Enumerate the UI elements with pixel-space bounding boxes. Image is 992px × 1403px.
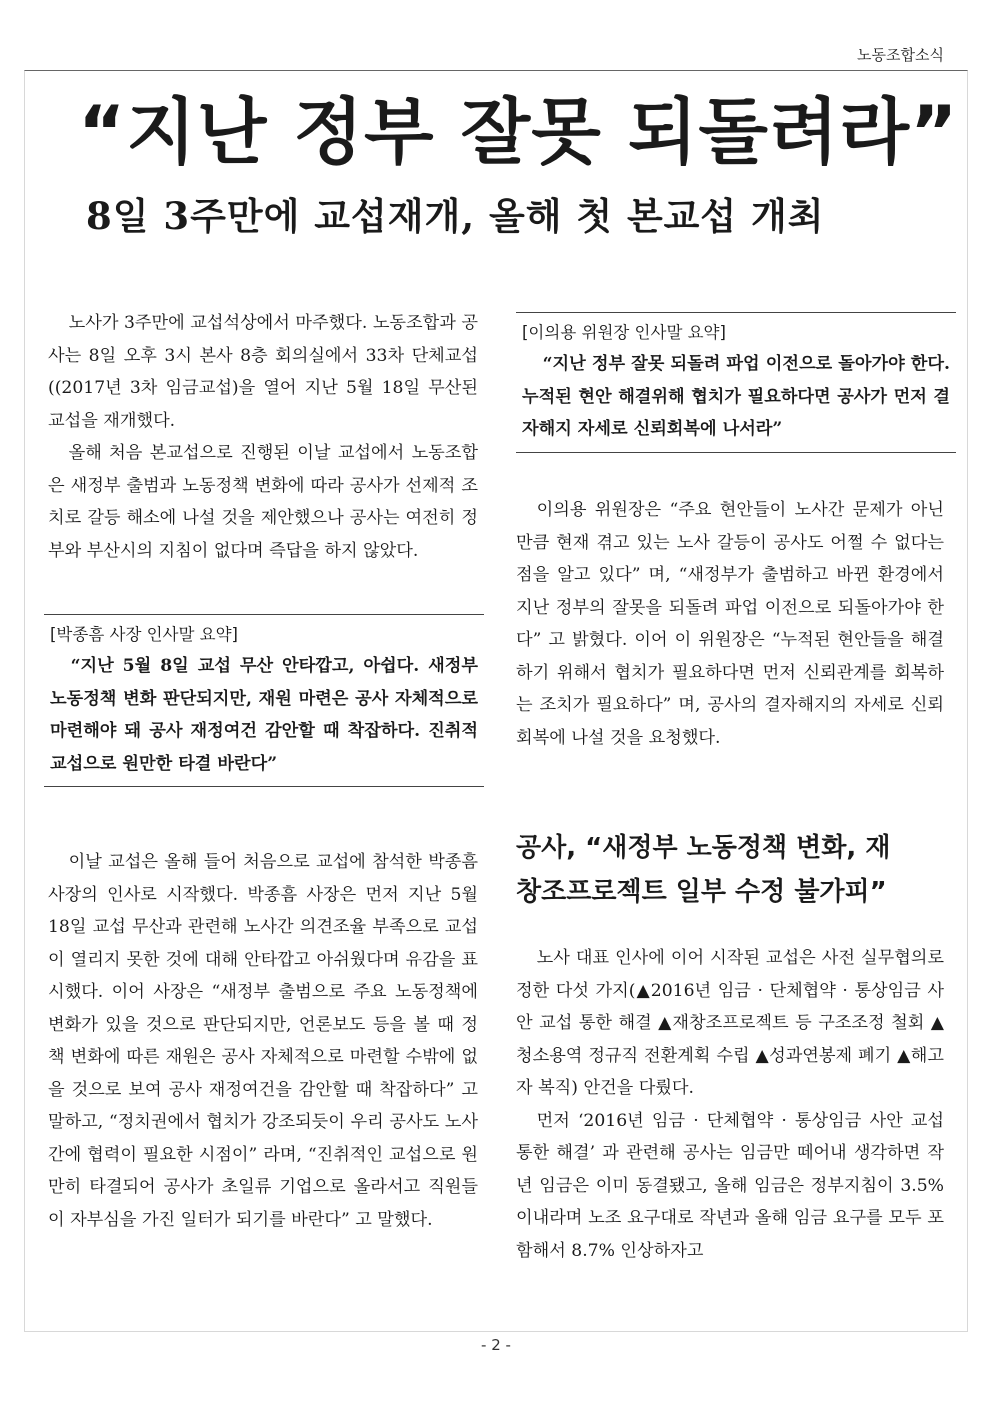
intro-paragraph-1: 노사가 3주만에 교섭석상에서 마주했다. 노동조합과 공사는 8일 오후 3시 본사 8층 회의실에서 33차 단체교섭((2017년 3차 임금교섭)을 열어 지난 5월 18일 무산된 교섭을 재개했다. (48, 313, 478, 431)
president-quote-box (44, 614, 484, 787)
body-paragraph: 먼저 ‘2016년 임금 · 단체협약 · 통상임금 사안 교섭 통한 해결’ 과 관련해 공사는 임금만 떼어내 생각하면 작년 임금은 이미 동결됐고, 올해 임금은 정부지침이 3.5% 이내라며 노조 요구대로 작년과 올해 임금 요구를 모두 포함해서 8.7% 인상하자고 (516, 1110, 944, 1261)
chairman-quote-box (516, 312, 956, 453)
left-column (48, 307, 478, 567)
quote-box-text: “지난 정부 잘못 되돌려 파업 이전으로 돌아가야 한다. 누적된 현안 해결위해 협치가 필요하다면 공사가 먼저 결자해지 자세로 신뢰회복에 나서라” (522, 354, 950, 439)
section-heading-line-1: 공사, “새정부 노동정책 변화, 재 (516, 833, 891, 863)
left-column-body (48, 846, 478, 1236)
page-number: - 2 - (481, 1336, 511, 1354)
quote-box-title: [이의용 위원장 인사말 요약] (522, 323, 726, 342)
section-heading-line-2: 창조프로젝트 일부 수정 불가피” (516, 877, 887, 907)
section-heading (516, 826, 944, 914)
headline: “지난 정부 잘못 되돌려라” (78, 90, 959, 174)
right-column-body (516, 942, 944, 1267)
quote-box-title: [박종흠 사장 인사말 요약] (50, 625, 238, 644)
subheadline: 8일 3주만에 교섭재개, 올해 첫 본교섭 개최 (86, 194, 825, 238)
section-label: 노동조합소식 (857, 46, 944, 64)
quote-box-text: “지난 5월 8일 교섭 무산 안타깝고, 아쉽다. 새정부 노동정책 변화 판단되지만, 재원 마련은 공사 자체적으로 마련해야 돼 공사 재정여건 감안할 때 착잡하다. 진취적 교섭으로 원만한 타결 바란다” (50, 656, 478, 774)
right-column-paragraph-1 (516, 494, 944, 754)
body-paragraph: 이날 교섭은 올해 들어 처음으로 교섭에 참석한 박종흠 사장의 인사로 시작했다. 박종흠 사장은 먼저 지난 5월 18일 교섭 무산과 관련해 노사간 의견조율 부족으로 교섭이 열리지 못한 것에 대해 안타깝고 아쉬웠다며 유감을 표시했다. 이어 사장은 “새정부 출범으로 주요 노동정책에 변화가 있을 것으로 판단되지만, 언론보도 등을 볼 때 정책 변화에 따른 재원은 공사 자체적으로 마련할 수밖에 없을 것으로 보여 공사 재정여건을 감안할 때 착잡하다” 고 말하고, “정치권에서 협치가 강조되듯이 우리 공사도 노사간에 협력이 필요한 시점이” 라며, “진취적인 교섭으로 원만히 타결되어 공사가 초일류 기업으로 올라서고 직원들이 자부심을 가진 일터가 되기를 바란다” 고 말했다. (48, 852, 478, 1230)
body-paragraph: 노사 대표 인사에 이어 시작된 교섭은 사전 실무협의로 정한 다섯 가지(▲2016년 임금 · 단체협약 · 통상임금 사안 교섭 통한 해결 ▲재창조프로젝트 등 구조조정 철회 ▲청소용역 정규직 전환계획 수립 ▲성과연봉제 폐기 ▲해고자 복직) 안건을 다뤘다. (516, 948, 944, 1098)
body-paragraph: 이의용 위원장은 “주요 현안들이 노사간 문제가 아닌 만큼 현재 겪고 있는 노사 갈등이 공사도 어쩔 수 없다는 점을 알고 있다” 며, “새정부가 출범하고 바뀐 환경에서 지난 정부의 잘못을 되돌려 파업 이전으로 되돌아가야 한다” 고 밝혔다. 이어 이 위원장은 “누적된 현안들을 해결하기 위해서 협치가 필요하다면 먼저 신뢰관계를 회복하는 조치가 필요하다” 며, 공사의 결자해지의 자세로 신뢰회복에 나설 것을 요청했다. (516, 500, 944, 748)
intro-paragraph-2: 올해 처음 본교섭으로 진행된 이날 교섭에서 노동조합은 새정부 출범과 노동정책 변화에 따라 공사가 선제적 조치로 갈등 해소에 나설 것을 제안했으나 공사는 여전히 정부와 부산시의 지침이 없다며 즉답을 하지 않았다. (48, 443, 478, 561)
